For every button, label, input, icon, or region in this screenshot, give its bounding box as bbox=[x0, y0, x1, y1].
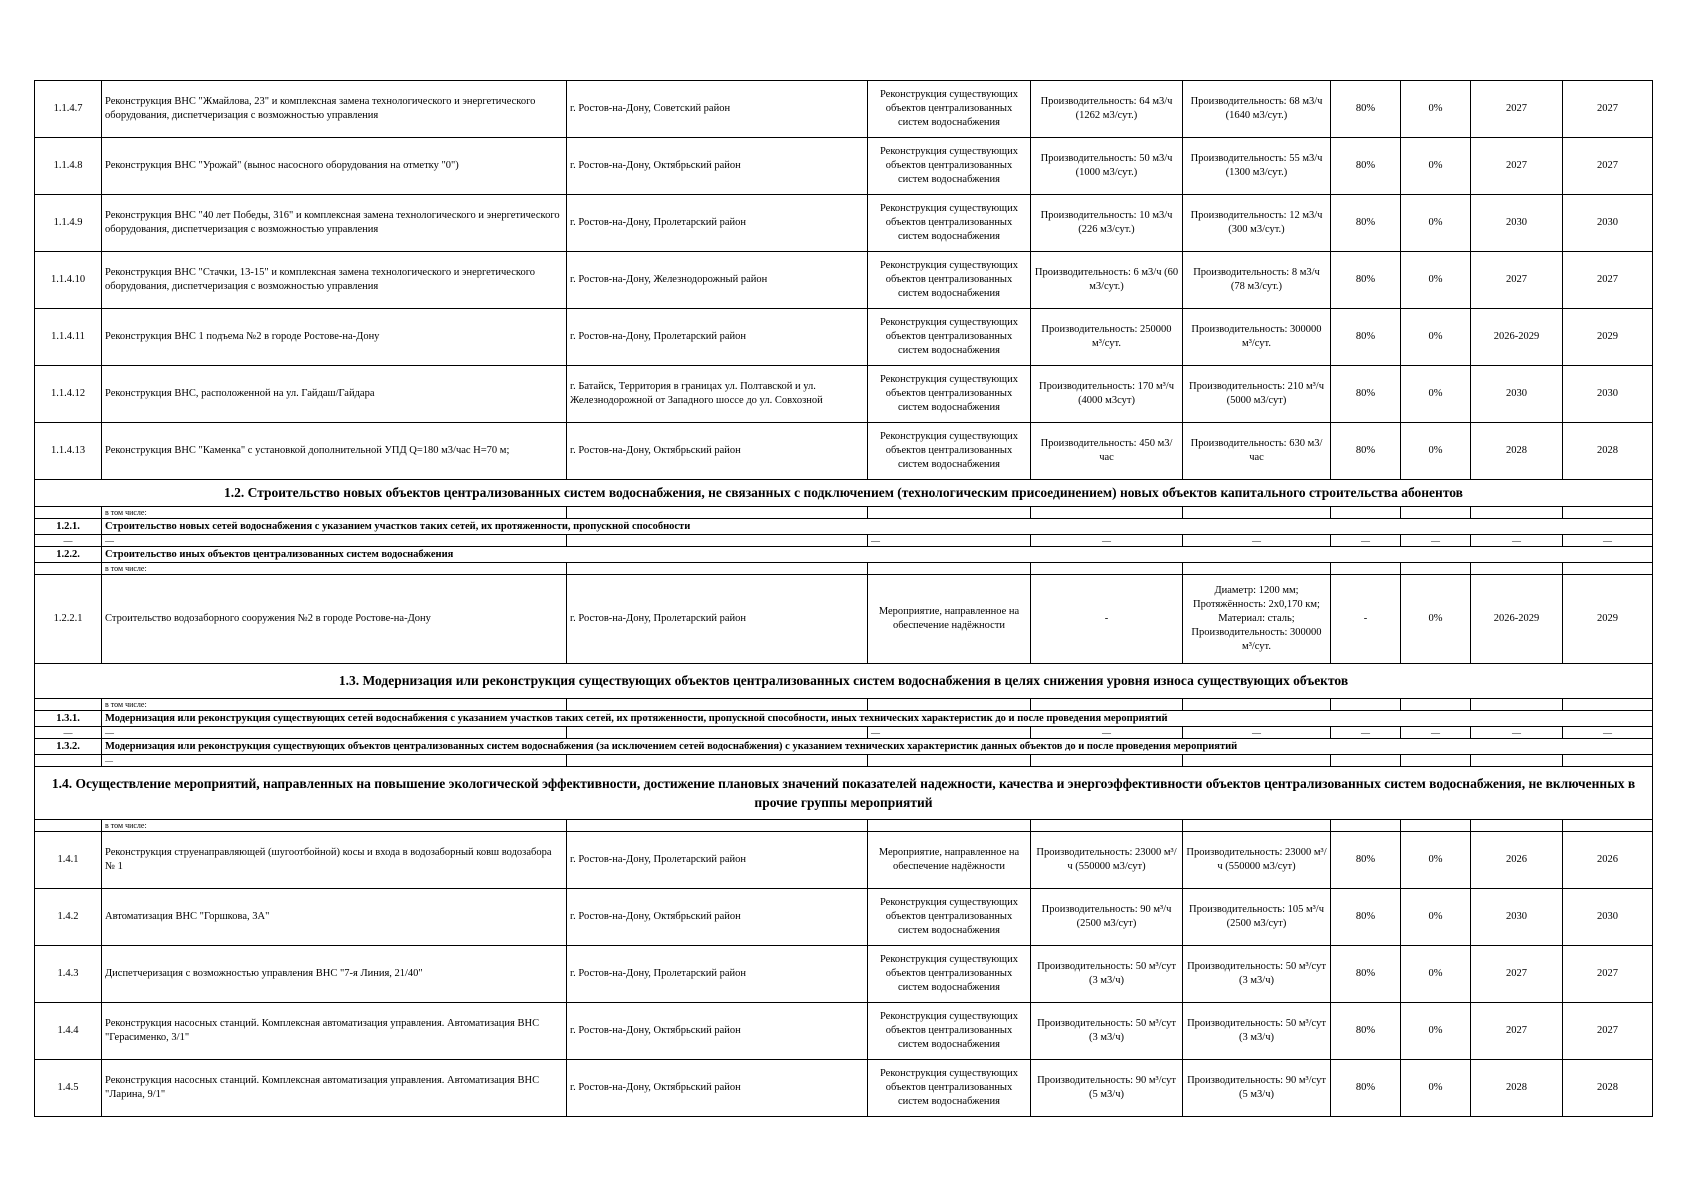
wear-before: 80% bbox=[1331, 81, 1401, 138]
wear-after: 0% bbox=[1401, 946, 1471, 1003]
incl-label: в том числе: bbox=[102, 507, 567, 519]
row-number: 1.4.1 bbox=[35, 832, 102, 889]
spec-before: Производительность: 50 м³/сут (3 м3/ч) bbox=[1031, 1003, 1183, 1060]
section-header bbox=[35, 664, 1653, 699]
spec-after: Диаметр: 1200 мм; Протяжённость: 2х0,170 км; Материал: сталь; Производительность: 300000 м³/сут. bbox=[1183, 575, 1331, 664]
dash: — bbox=[1563, 535, 1653, 547]
wear-after: 0% bbox=[1401, 138, 1471, 195]
table-row bbox=[35, 195, 1653, 252]
incl-label: в том числе: bbox=[102, 563, 567, 575]
completion-year: 2026 bbox=[1563, 832, 1653, 889]
wear-before: 80% bbox=[1331, 138, 1401, 195]
spec-after: Производительность: 50 м³/сут (3 м3/ч) bbox=[1183, 1003, 1331, 1060]
dash: — bbox=[1031, 727, 1183, 739]
wear-after: 0% bbox=[1401, 1060, 1471, 1117]
spec-before: Производительность: 90 м³/сут (5 м3/ч) bbox=[1031, 1060, 1183, 1117]
dash: — bbox=[1331, 727, 1401, 739]
completion-year: 2028 bbox=[1563, 1060, 1653, 1117]
period: 2027 bbox=[1471, 252, 1563, 309]
subsection-number: 1.2.1. bbox=[35, 519, 102, 535]
completion-year: 2030 bbox=[1563, 366, 1653, 423]
wear-after: 0% bbox=[1401, 575, 1471, 664]
measure-name: Реконструкция насосных станций. Комплексная автоматизация управления. Автоматизация ВНС "Ларина, 9/1" bbox=[102, 1060, 567, 1117]
table-row bbox=[35, 423, 1653, 480]
spec-after: Производительность: 55 м3/ч (1300 м3/сут.) bbox=[1183, 138, 1331, 195]
measure-type: Реконструкция существующих объектов централизованных систем водоснабжения bbox=[868, 195, 1031, 252]
measure-type: Реконструкция существующих объектов централизованных систем водоснабжения bbox=[868, 946, 1031, 1003]
table-row bbox=[35, 832, 1653, 889]
period: 2026-2029 bbox=[1471, 309, 1563, 366]
row-number: 1.1.4.7 bbox=[35, 81, 102, 138]
table-row bbox=[35, 138, 1653, 195]
spec-after: Производительность: 105 м³/ч (2500 м3/сут) bbox=[1183, 889, 1331, 946]
wear-before: 80% bbox=[1331, 1060, 1401, 1117]
spec-after: Производительность: 630 м3/час bbox=[1183, 423, 1331, 480]
location: г. Ростов-на-Дону, Октябрьский район bbox=[567, 1003, 868, 1060]
row-number: 1.1.4.9 bbox=[35, 195, 102, 252]
period: 2030 bbox=[1471, 195, 1563, 252]
measures-table bbox=[34, 80, 1653, 1117]
dash: — bbox=[1401, 535, 1471, 547]
wear-after: 0% bbox=[1401, 832, 1471, 889]
completion-year: 2027 bbox=[1563, 252, 1653, 309]
empty-row bbox=[35, 727, 1653, 739]
spec-before: Производительность: 6 м3/ч (60 м3/сут.) bbox=[1031, 252, 1183, 309]
subsection-title: Модернизация или реконструкция существующих сетей водоснабжения с указанием участков таких сетей, их протяженности, пропускной способности, иных технических характеристик до и после проведения мероприятий bbox=[102, 711, 1653, 727]
measure-name: Автоматизация ВНС "Горшкова, 3А" bbox=[102, 889, 567, 946]
row-number: 1.1.4.8 bbox=[35, 138, 102, 195]
location: г. Ростов-на-Дону, Пролетарский район bbox=[567, 195, 868, 252]
subsection-row bbox=[35, 547, 1653, 563]
subsection-number: 1.2.2. bbox=[35, 547, 102, 563]
spec-after: Производительность: 8 м3/ч (78 м3/сут.) bbox=[1183, 252, 1331, 309]
period: 2028 bbox=[1471, 423, 1563, 480]
spec-before: Производительность: 250000 м³/сут. bbox=[1031, 309, 1183, 366]
period: 2026 bbox=[1471, 832, 1563, 889]
spec-after: Производительность: 68 м3/ч (1640 м3/сут.) bbox=[1183, 81, 1331, 138]
wear-before: 80% bbox=[1331, 889, 1401, 946]
measure-type: Реконструкция существующих объектов централизованных систем водоснабжения bbox=[868, 366, 1031, 423]
location: г. Ростов-на-Дону, Советский район bbox=[567, 81, 868, 138]
spec-before: Производительность: 450 м3/час bbox=[1031, 423, 1183, 480]
dash: — bbox=[868, 727, 1031, 739]
wear-after: 0% bbox=[1401, 309, 1471, 366]
row-number: 1.4.3 bbox=[35, 946, 102, 1003]
row-number: 1.4.4 bbox=[35, 1003, 102, 1060]
dash: — bbox=[868, 535, 1031, 547]
spec-before: Производительность: 10 м3/ч (226 м3/сут.) bbox=[1031, 195, 1183, 252]
wear-before: 80% bbox=[1331, 252, 1401, 309]
location: г. Ростов-на-Дону, Октябрьский район bbox=[567, 138, 868, 195]
measure-type: Реконструкция существующих объектов централизованных систем водоснабжения bbox=[868, 1060, 1031, 1117]
location: г. Ростов-на-Дону, Октябрьский район bbox=[567, 1060, 868, 1117]
measure-type: Реконструкция существующих объектов централизованных систем водоснабжения bbox=[868, 252, 1031, 309]
measure-type: Мероприятие, направленное на обеспечение надёжности bbox=[868, 832, 1031, 889]
incl-row bbox=[35, 820, 1653, 832]
completion-year: 2030 bbox=[1563, 889, 1653, 946]
completion-year: 2029 bbox=[1563, 309, 1653, 366]
dash: — bbox=[1031, 535, 1183, 547]
table-row bbox=[35, 309, 1653, 366]
measure-name: Реконструкция ВНС "Жмайлова, 23" и комплексная замена технологического и энергетического оборудования, диспетчеризация с возможностью управления bbox=[102, 81, 567, 138]
wear-before: - bbox=[1331, 575, 1401, 664]
wear-after: 0% bbox=[1401, 889, 1471, 946]
measure-type: Мероприятие, направленное на обеспечение надёжности bbox=[868, 575, 1031, 664]
measure-name: Реконструкция ВНС "Урожай" (вынос насосного оборудования на отметку "0") bbox=[102, 138, 567, 195]
period: 2028 bbox=[1471, 1060, 1563, 1117]
dash: — bbox=[1401, 727, 1471, 739]
spec-before: Производительность: 90 м³/ч (2500 м3/сут) bbox=[1031, 889, 1183, 946]
completion-year: 2029 bbox=[1563, 575, 1653, 664]
completion-year: 2027 bbox=[1563, 1003, 1653, 1060]
measure-type: Реконструкция существующих объектов централизованных систем водоснабжения bbox=[868, 423, 1031, 480]
measure-name: Диспетчеризация с возможностью управления ВНС "7-я Линия, 21/40" bbox=[102, 946, 567, 1003]
completion-year: 2027 bbox=[1563, 138, 1653, 195]
completion-year: 2027 bbox=[1563, 81, 1653, 138]
location: г. Ростов-на-Дону, Пролетарский район bbox=[567, 946, 868, 1003]
completion-year: 2028 bbox=[1563, 423, 1653, 480]
completion-year: 2027 bbox=[1563, 946, 1653, 1003]
row-number: 1.4.2 bbox=[35, 889, 102, 946]
table-row bbox=[35, 1003, 1653, 1060]
measure-type: Реконструкция существующих объектов централизованных систем водоснабжения bbox=[868, 138, 1031, 195]
incl-label: в том числе: bbox=[102, 699, 567, 711]
spec-before: Производительность: 23000 м³/ч (550000 м3/сут) bbox=[1031, 832, 1183, 889]
wear-before: 80% bbox=[1331, 309, 1401, 366]
spec-before: Производительность: 50 м³/сут (3 м3/ч) bbox=[1031, 946, 1183, 1003]
dash: — bbox=[1183, 727, 1331, 739]
incl-label: в том числе: bbox=[102, 820, 567, 832]
subsection-title: Строительство новых сетей водоснабжения с указанием участков таких сетей, их протяженности, пропускной способности bbox=[102, 519, 1653, 535]
measure-name: Реконструкция ВНС, расположенной на ул. Гайдаш/Гайдара bbox=[102, 366, 567, 423]
period: 2026-2029 bbox=[1471, 575, 1563, 664]
completion-year: 2030 bbox=[1563, 195, 1653, 252]
table-row bbox=[35, 946, 1653, 1003]
location: г. Батайск, Территория в границах ул. Полтавской и ул. Железнодорожной от Западного шоссе до ул. Совхозной bbox=[567, 366, 868, 423]
period: 2027 bbox=[1471, 81, 1563, 138]
table-row bbox=[35, 252, 1653, 309]
section-title: 1.4. Осуществление мероприятий, направленных на повышение экологической эффективности, достижение плановых значений показателей надежности, качества и энергоэффективности объектов централизованных систем водоснабжения, не включенных в прочие группы мероприятий bbox=[35, 767, 1653, 820]
incl-row bbox=[35, 507, 1653, 519]
subsection-row bbox=[35, 519, 1653, 535]
section-title: 1.2. Строительство новых объектов централизованных систем водоснабжения, не связанных с подключением (технологическим присоединением) новых объектов капитального строительства абонентов bbox=[35, 480, 1653, 507]
subsection-number: 1.3.1. bbox=[35, 711, 102, 727]
section-header bbox=[35, 767, 1653, 820]
wear-before: 80% bbox=[1331, 366, 1401, 423]
wear-before: 80% bbox=[1331, 195, 1401, 252]
subsection-number: 1.3.2. bbox=[35, 739, 102, 755]
wear-after: 0% bbox=[1401, 252, 1471, 309]
row-number: 1.1.4.13 bbox=[35, 423, 102, 480]
section-header bbox=[35, 480, 1653, 507]
spec-before: Производительность: 64 м3/ч (1262 м3/сут.) bbox=[1031, 81, 1183, 138]
measure-name: Реконструкция ВНС "40 лет Победы, 316" и комплексная замена технологического и энергетического оборудования, диспетчеризация с возможностью управления bbox=[102, 195, 567, 252]
location: г. Ростов-на-Дону, Пролетарский район bbox=[567, 309, 868, 366]
row-number: 1.2.2.1 bbox=[35, 575, 102, 664]
subsection-title: Модернизация или реконструкция существующих объектов централизованных систем водоснабжения (за исключением сетей водоснабжения) с указанием технических характеристик данных объектов до и после проведения мероприятий bbox=[102, 739, 1653, 755]
row-number: 1.1.4.12 bbox=[35, 366, 102, 423]
incl-row bbox=[35, 699, 1653, 711]
measure-type: Реконструкция существующих объектов централизованных систем водоснабжения bbox=[868, 889, 1031, 946]
table-row bbox=[35, 575, 1653, 664]
dash: — bbox=[1471, 535, 1563, 547]
spec-after: Производительность: 210 м³/ч (5000 м3/сут) bbox=[1183, 366, 1331, 423]
dash: — bbox=[102, 755, 567, 767]
table-row bbox=[35, 1060, 1653, 1117]
measure-name: Строительство водозаборного сооружения №2 в городе Ростове-на-Дону bbox=[102, 575, 567, 664]
wear-before: 80% bbox=[1331, 1003, 1401, 1060]
wear-after: 0% bbox=[1401, 81, 1471, 138]
empty-row bbox=[35, 755, 1653, 767]
location: г. Ростов-на-Дону, Пролетарский район bbox=[567, 832, 868, 889]
incl-row bbox=[35, 563, 1653, 575]
dash: — bbox=[1471, 727, 1563, 739]
measure-name: Реконструкция ВНС 1 подъема №2 в городе Ростове-на-Дону bbox=[102, 309, 567, 366]
spec-after: Производительность: 300000 м³/сут. bbox=[1183, 309, 1331, 366]
wear-after: 0% bbox=[1401, 366, 1471, 423]
measure-name: Реконструкция струенаправляющей (шугоотбойной) косы и входа в водозаборный ковш водозабора № 1 bbox=[102, 832, 567, 889]
period: 2027 bbox=[1471, 1003, 1563, 1060]
wear-after: 0% bbox=[1401, 1003, 1471, 1060]
measure-name: Реконструкция ВНС "Стачки, 13-15" и комплексная замена технологического и энергетического оборудования, диспетчеризация с возможностью управления bbox=[102, 252, 567, 309]
dash: — bbox=[102, 727, 567, 739]
measure-type: Реконструкция существующих объектов централизованных систем водоснабжения bbox=[868, 309, 1031, 366]
location: г. Ростов-на-Дону, Железнодорожный район bbox=[567, 252, 868, 309]
period: 2027 bbox=[1471, 946, 1563, 1003]
dash: — bbox=[35, 535, 102, 547]
measure-name: Реконструкция насосных станций. Комплексная автоматизация управления. Автоматизация ВНС "Герасименко, 3/1" bbox=[102, 1003, 567, 1060]
wear-before: 80% bbox=[1331, 832, 1401, 889]
row-number: 1.1.4.10 bbox=[35, 252, 102, 309]
dash: — bbox=[1331, 535, 1401, 547]
spec-before: Производительность: 170 м³/ч (4000 м3сут) bbox=[1031, 366, 1183, 423]
dash: — bbox=[1183, 535, 1331, 547]
empty-row bbox=[35, 535, 1653, 547]
period: 2030 bbox=[1471, 366, 1563, 423]
wear-after: 0% bbox=[1401, 195, 1471, 252]
table-row bbox=[35, 889, 1653, 946]
measure-name: Реконструкция ВНС "Каменка" с установкой дополнительной УПД Q=180 м3/час Н=70 м; bbox=[102, 423, 567, 480]
wear-before: 80% bbox=[1331, 423, 1401, 480]
location: г. Ростов-на-Дону, Октябрьский район bbox=[567, 889, 868, 946]
table-row bbox=[35, 81, 1653, 138]
spec-after: Производительность: 23000 м³/ч (550000 м3/сут) bbox=[1183, 832, 1331, 889]
spec-before: Производительность: 50 м3/ч (1000 м3/сут.) bbox=[1031, 138, 1183, 195]
spec-after: Производительность: 50 м³/сут (3 м3/ч) bbox=[1183, 946, 1331, 1003]
period: 2030 bbox=[1471, 889, 1563, 946]
location: г. Ростов-на-Дону, Пролетарский район bbox=[567, 575, 868, 664]
measure-type: Реконструкция существующих объектов централизованных систем водоснабжения bbox=[868, 1003, 1031, 1060]
row-number: 1.4.5 bbox=[35, 1060, 102, 1117]
table-row bbox=[35, 366, 1653, 423]
dash: — bbox=[1563, 727, 1653, 739]
dash: — bbox=[35, 727, 102, 739]
spec-before: - bbox=[1031, 575, 1183, 664]
subsection-title: Строительство иных объектов централизованных систем водоснабжения bbox=[102, 547, 1653, 563]
wear-after: 0% bbox=[1401, 423, 1471, 480]
measure-type: Реконструкция существующих объектов централизованных систем водоснабжения bbox=[868, 81, 1031, 138]
wear-before: 80% bbox=[1331, 946, 1401, 1003]
dash: — bbox=[102, 535, 567, 547]
row-number: 1.1.4.11 bbox=[35, 309, 102, 366]
spec-after: Производительность: 12 м3/ч (300 м3/сут.) bbox=[1183, 195, 1331, 252]
spec-after: Производительность: 90 м³/сут (5 м3/ч) bbox=[1183, 1060, 1331, 1117]
period: 2027 bbox=[1471, 138, 1563, 195]
subsection-row bbox=[35, 711, 1653, 727]
section-title: 1.3. Модернизация или реконструкция существующих объектов централизованных систем водоснабжения в целях снижения уровня износа существующих объектов bbox=[35, 664, 1653, 699]
location: г. Ростов-на-Дону, Октябрьский район bbox=[567, 423, 868, 480]
subsection-row bbox=[35, 739, 1653, 755]
